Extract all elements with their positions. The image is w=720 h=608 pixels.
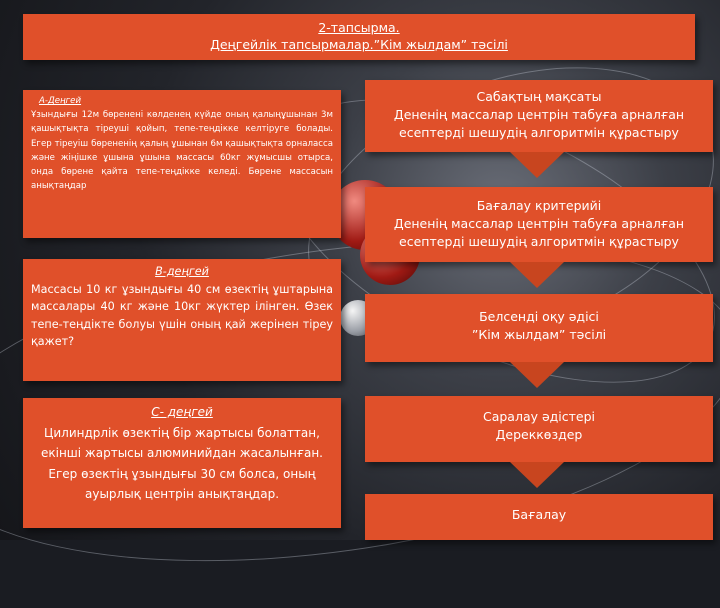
level-b-text: Массасы 10 кг ұзындығы 40 см өзектің ұштарына массалары 40 кг және 10кг жүктер ілінген. Өзек тепе-теңдікте болуы үшін оның қай жерінен тіреу қажет?: [31, 282, 333, 348]
flow-arrow: [510, 262, 564, 288]
step-lesson-goal-text: Дененің массалар центрін табуға арналған есептерді шешудің алгоритмін құрастыру: [393, 107, 685, 140]
step-lesson-goal-title: Сабақтың мақсаты: [476, 89, 602, 104]
level-b-panel: [23, 259, 341, 381]
step-differentiation-title: Саралау әдістері: [482, 409, 596, 424]
step-active-method: [365, 294, 713, 362]
task-subtitle: Деңгейлік тапсырмалар.”Кім жылдам” тәсілі: [210, 37, 508, 52]
step-lesson-goal: [365, 80, 713, 152]
step-assessment-criteria: [365, 187, 713, 262]
flow-arrow: [510, 462, 564, 488]
level-b-title: В-деңгей: [155, 265, 209, 278]
step-assessment: [365, 494, 713, 540]
flow-arrow: [510, 362, 564, 388]
level-a-text: Ұзындығы 12м бөренені көлденең күйде оның қалыңұшынан 3м қашықтықта тіреуші қойып, тепе-теңдікке келтіруге болады. Егер тіреуіш бөрененің қалың ұшынан 6м қашықтықта орналасса және жіңішке ұшына ұшына массасы 60кг жұмысшы отырса, онда бөрене қайта тепе-теңдікке келеді. Бөрене массасын анықтаңдар: [31, 110, 333, 192]
step-assessment-criteria-text: Дененің массалар центрін табуға арналған есептерді шешудің алгоритмін құрастыру: [393, 216, 685, 249]
level-c-text: Цилиндрлік өзектің бір жартысы болаттан, екінші жартысы алюминийдан жасалынған. Егер өзектің ұзындығы 30 см болса, оның ауырлық центрін анықтаңдар.: [40, 425, 323, 501]
step-assessment-title: Бағалау: [511, 507, 567, 522]
task-title: 2-тапсырма.: [318, 20, 400, 35]
step-differentiation: [365, 396, 713, 462]
level-c-title: С- деңгей: [151, 405, 213, 419]
level-a-title: А-Деңгей: [39, 96, 82, 106]
step-active-method-text: ”Кім жылдам” тәсілі: [471, 327, 607, 342]
flow-arrow: [510, 152, 564, 178]
step-differentiation-text: Дереккөздер: [495, 427, 583, 442]
level-c-panel: [23, 398, 341, 528]
step-active-method-title: Белсенді оқу әдісі: [479, 309, 599, 324]
level-a-panel: [23, 90, 341, 238]
step-assessment-criteria-title: Бағалау критерийі: [476, 198, 602, 213]
task-title-panel: [23, 14, 695, 60]
